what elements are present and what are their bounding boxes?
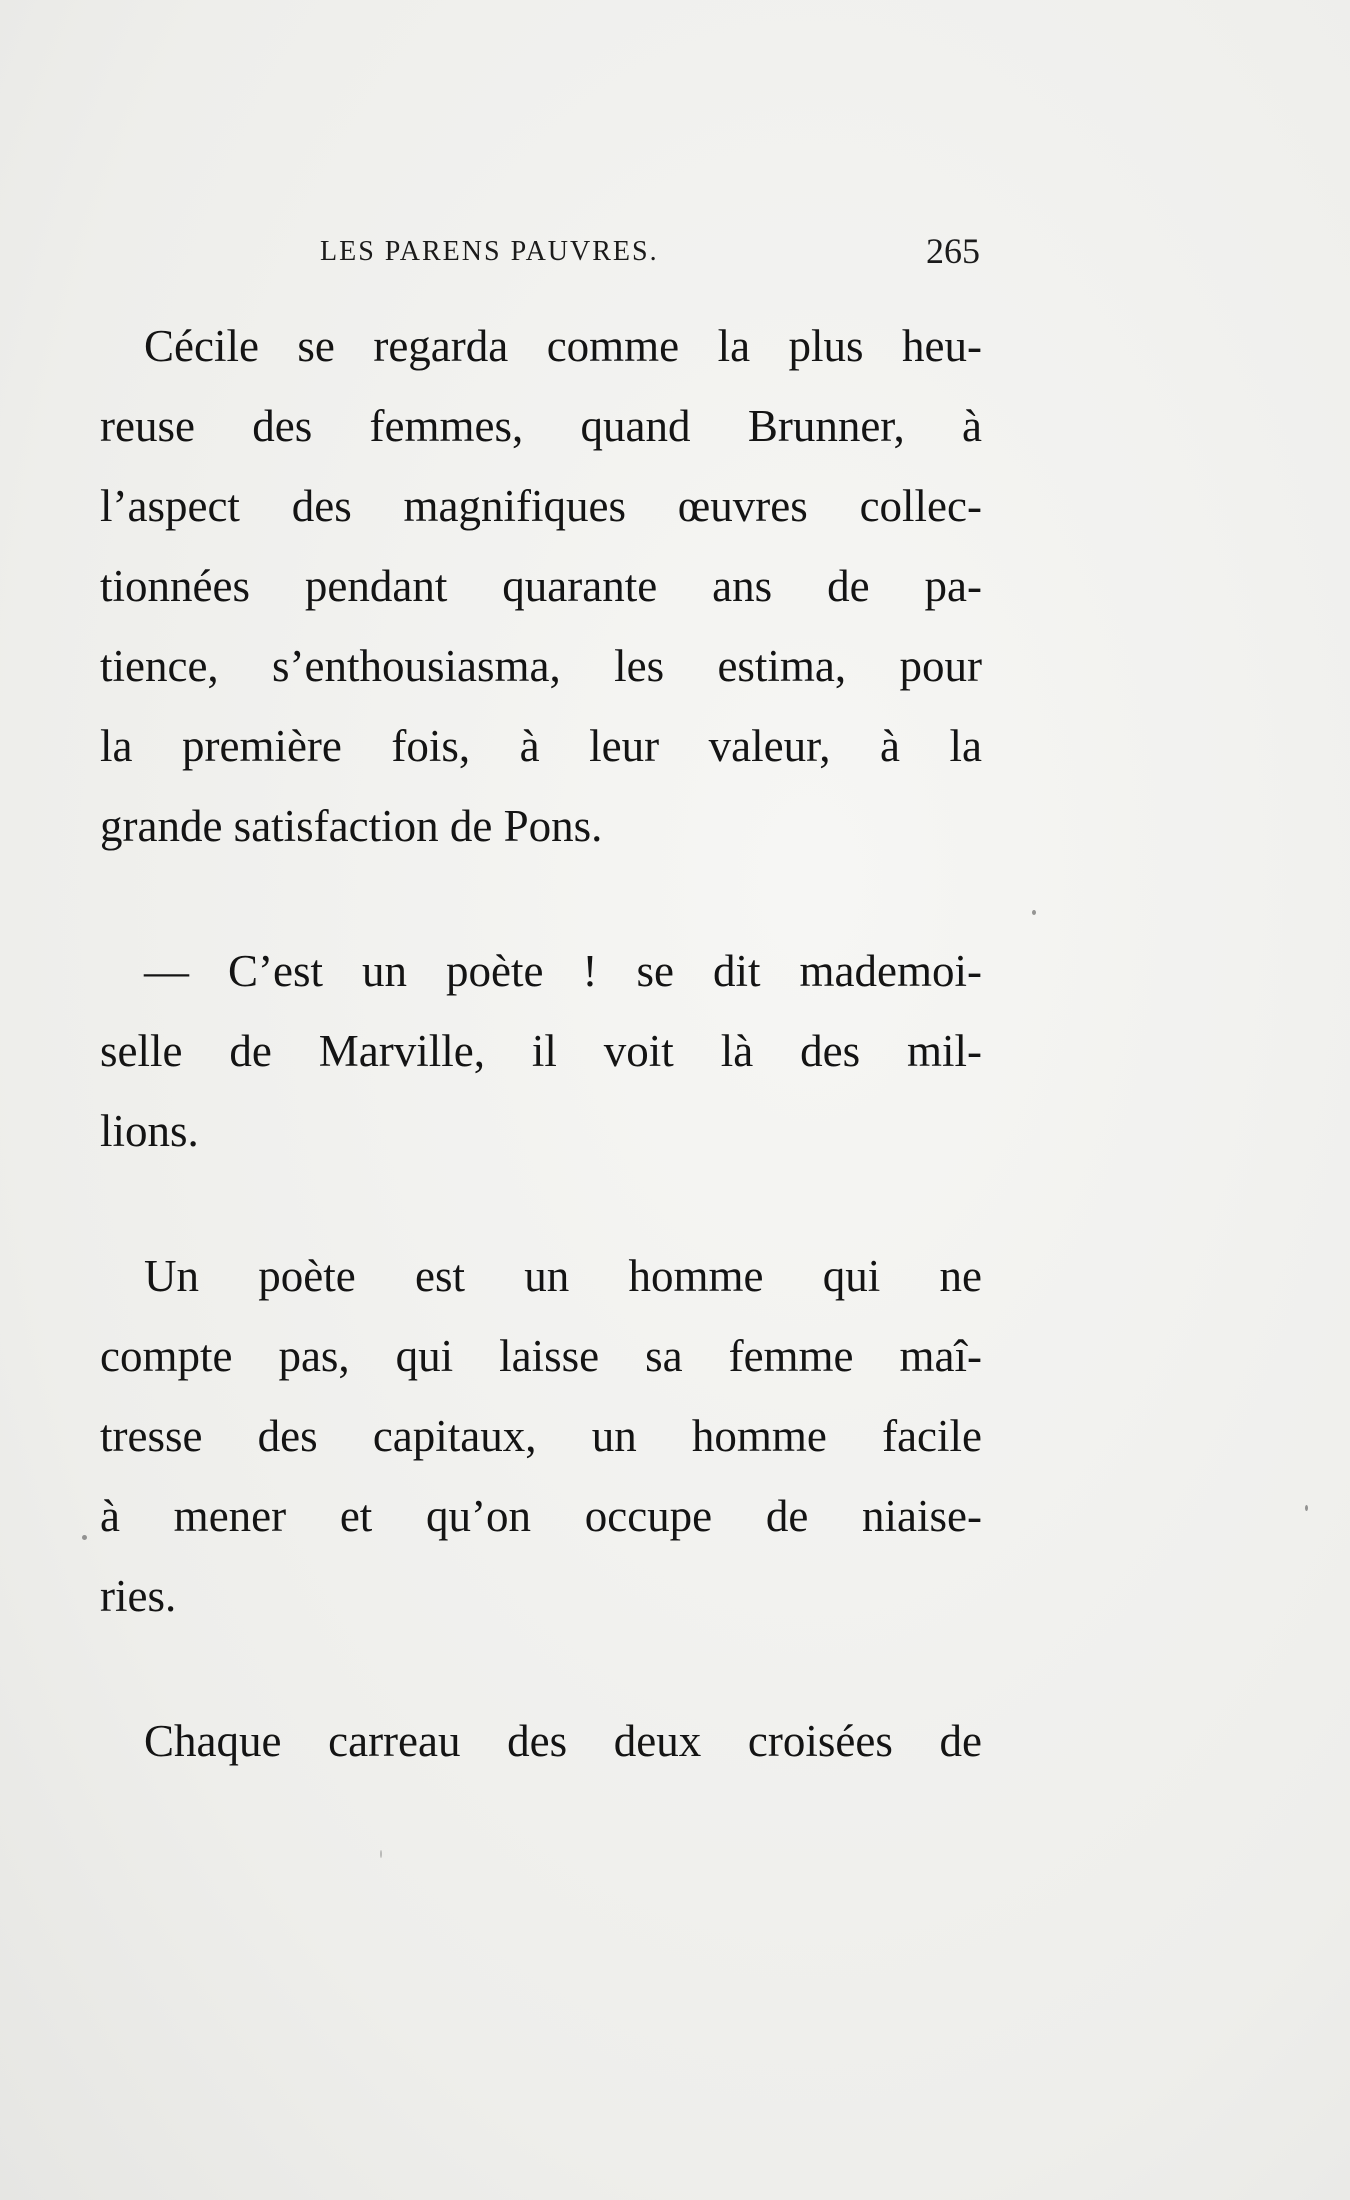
text-line: — C’est un poète ! se dit mademoi- [144, 946, 982, 996]
text-line: lions. [100, 1106, 199, 1156]
text-line: l’aspect des magnifiques œuvres collec- [100, 481, 982, 531]
paper-speck [380, 1850, 382, 1858]
text-line: tionnées pendant quarante ans de pa- [100, 561, 982, 611]
text-line: grande satisfaction de Pons. [100, 801, 603, 851]
text-line: à mener et qu’on occupe de niaise- [100, 1491, 982, 1541]
text-line: Un poète est un homme qui ne [144, 1251, 982, 1301]
text-line: selle de Marville, il voit là des mil- [100, 1026, 982, 1076]
page-header [320, 231, 980, 276]
text-line: compte pas, qui laisse sa femme maî- [100, 1331, 982, 1381]
paper-speck [1305, 1505, 1308, 1511]
text-line: Cécile se regarda comme la plus heu- [144, 321, 982, 371]
text-line: tience, s’enthousiasma, les estima, pour [100, 641, 982, 691]
paper-speck [1032, 910, 1036, 915]
text-line: Chaque carreau des deux croisées de [144, 1716, 982, 1766]
text-line: la première fois, à leur valeur, à la [100, 721, 982, 771]
page-number: 265 [926, 231, 980, 271]
running-title: LES PARENS PAUVRES. [320, 236, 659, 267]
body-text [100, 306, 982, 1781]
paper-speck [82, 1535, 87, 1540]
text-line: tresse des capitaux, un homme facile [100, 1411, 982, 1461]
text-line: reuse des femmes, quand Brunner, à [100, 401, 982, 451]
text-line: ries. [100, 1571, 177, 1621]
